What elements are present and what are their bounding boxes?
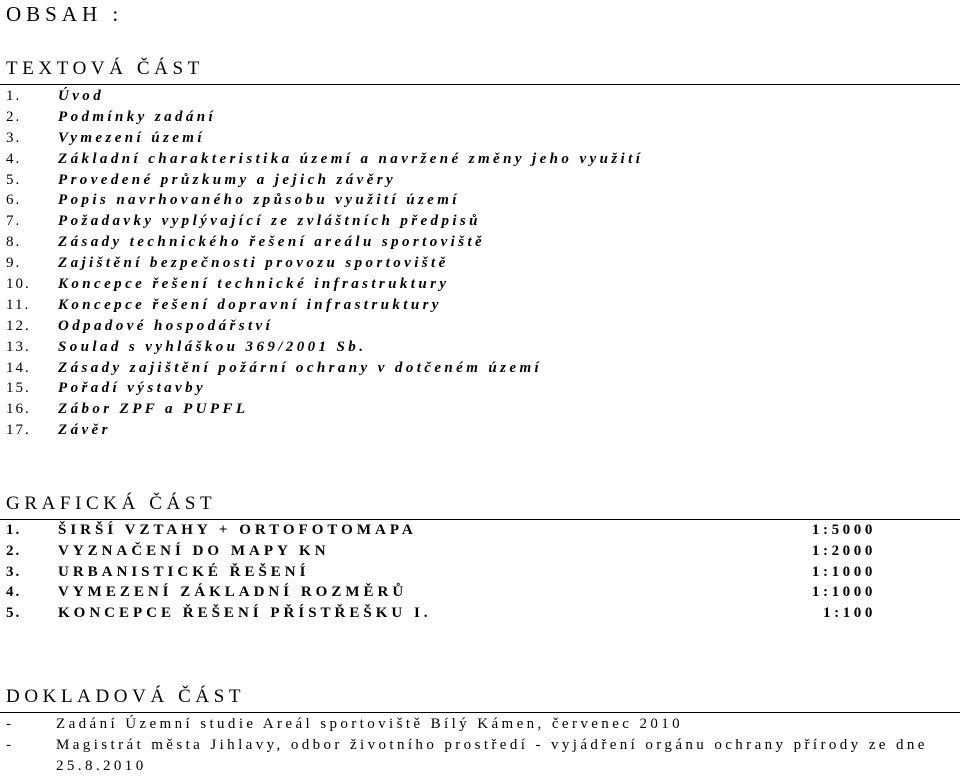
list-item bbox=[6, 190, 906, 211]
drawing-row bbox=[6, 562, 876, 583]
drawing-number: 5. bbox=[6, 605, 22, 622]
list-item bbox=[6, 170, 906, 191]
dash-bullet: - bbox=[6, 716, 15, 732]
item-text: Koncepce řešení dopravní infrastruktury bbox=[58, 296, 442, 313]
dash-bullet: - bbox=[6, 737, 15, 753]
item-text: Zajištění bezpečnosti provozu sportoviště bbox=[58, 255, 449, 272]
drawing-title: ŠIRŠÍ VZTAHY + ORTOFOTOMAPA bbox=[58, 522, 417, 538]
list-item bbox=[6, 86, 906, 107]
item-text: Požadavky vyplývající ze zvláštních předpisů bbox=[58, 213, 481, 230]
text-part-list bbox=[6, 86, 906, 441]
graphic-part-list bbox=[6, 520, 876, 624]
list-item bbox=[6, 107, 906, 128]
drawing-number: 1. bbox=[6, 522, 22, 538]
drawing-title: VYZNAČENÍ DO MAPY KN bbox=[58, 542, 330, 559]
item-number: 16. bbox=[6, 401, 31, 418]
list-item bbox=[6, 128, 906, 149]
list-item bbox=[6, 378, 906, 399]
item-number: 2. bbox=[6, 108, 22, 125]
documentary-part-rule bbox=[0, 712, 960, 713]
list-item bbox=[6, 295, 906, 316]
list-item bbox=[6, 253, 906, 274]
list-item bbox=[6, 149, 906, 170]
drawing-row bbox=[6, 582, 876, 603]
documentary-part-list bbox=[6, 714, 946, 777]
item-number: 12. bbox=[6, 317, 31, 334]
drawing-number: 4. bbox=[6, 584, 22, 601]
item-number: 13. bbox=[6, 338, 31, 355]
page-title: OBSAH : bbox=[6, 2, 124, 26]
item-text: Pořadí výstavby bbox=[58, 380, 207, 397]
list-item bbox=[6, 337, 906, 358]
item-text: Soulad s vyhláškou 369/2001 Sb. bbox=[58, 338, 367, 355]
graphic-part-heading: GRAFICKÁ ČÁST bbox=[6, 493, 217, 514]
item-number: 6. bbox=[6, 192, 22, 209]
documentary-part-heading: DOKLADOVÁ ČÁST bbox=[6, 686, 246, 707]
item-text: Závěr bbox=[58, 422, 111, 439]
drawing-row bbox=[6, 541, 876, 562]
item-text: Základní charakteristika území a navržené změny jeho využití bbox=[58, 150, 644, 167]
drawing-row bbox=[6, 603, 876, 624]
drawing-number: 2. bbox=[6, 542, 22, 559]
list-item bbox=[6, 211, 906, 232]
item-text: Zábor ZPF a PUPFL bbox=[58, 401, 249, 418]
drawing-scale: 1:100 bbox=[823, 605, 876, 622]
drawing-title: KONCEPCE ŘEŠENÍ PŘÍSTŘEŠKU I. bbox=[58, 605, 432, 622]
text-part-heading: TEXTOVÁ ČÁST bbox=[6, 58, 204, 79]
item-number: 5. bbox=[6, 171, 22, 188]
item-text: Zadání Územní studie Areál sportoviště Bílý Kámen, červenec 2010 bbox=[56, 716, 684, 732]
item-number: 1. bbox=[6, 88, 22, 104]
drawing-scale: 1:1000 bbox=[811, 563, 876, 580]
item-number: 11. bbox=[6, 296, 31, 313]
item-text: Zásady technického řešení areálu sportoviště bbox=[58, 234, 486, 251]
text-part-rule bbox=[0, 84, 960, 85]
list-item bbox=[6, 274, 906, 295]
item-text: Vymezení území bbox=[58, 129, 205, 146]
drawing-row bbox=[6, 520, 876, 541]
drawing-title: VYMEZENÍ ZÁKLADNÍ ROZMĚRŮ bbox=[58, 584, 408, 601]
list-item bbox=[6, 714, 946, 735]
item-number: 8. bbox=[6, 234, 22, 251]
drawing-number: 3. bbox=[6, 563, 22, 580]
item-text: Úvod bbox=[58, 88, 105, 104]
drawing-scale: 1:1000 bbox=[811, 584, 876, 601]
item-number: 17. bbox=[6, 422, 31, 439]
list-item bbox=[6, 358, 906, 379]
item-text: Podmínky zadání bbox=[58, 108, 217, 125]
item-number: 10. bbox=[6, 276, 31, 293]
list-item bbox=[6, 420, 906, 441]
drawing-scale: 1:5000 bbox=[811, 522, 876, 538]
list-item bbox=[6, 735, 946, 777]
item-text: Popis navrhovaného způsobu využití území bbox=[58, 192, 460, 209]
item-text: Magistrát města Jihlavy, odbor životního prostředí - vyjádření orgánu ochrany přírody ze dne 25.8.2010 bbox=[56, 737, 928, 774]
drawing-scale: 1:2000 bbox=[811, 542, 876, 559]
item-text: Zásady zajištění požární ochrany v dotčeném území bbox=[58, 359, 543, 376]
item-text: Provedené průzkumy a jejich závěry bbox=[58, 171, 397, 188]
item-number: 14. bbox=[6, 359, 31, 376]
list-item bbox=[6, 316, 906, 337]
drawing-title: URBANISTICKÉ ŘEŠENÍ bbox=[58, 563, 310, 580]
item-number: 15. bbox=[6, 380, 31, 397]
item-text: Odpadové hospodářství bbox=[58, 317, 274, 334]
item-number: 4. bbox=[6, 150, 22, 167]
item-number: 9. bbox=[6, 255, 22, 272]
item-number: 3. bbox=[6, 129, 22, 146]
list-item bbox=[6, 232, 906, 253]
item-text: Koncepce řešení technické infrastruktury bbox=[58, 276, 450, 293]
list-item bbox=[6, 399, 906, 420]
item-number: 7. bbox=[6, 213, 22, 230]
